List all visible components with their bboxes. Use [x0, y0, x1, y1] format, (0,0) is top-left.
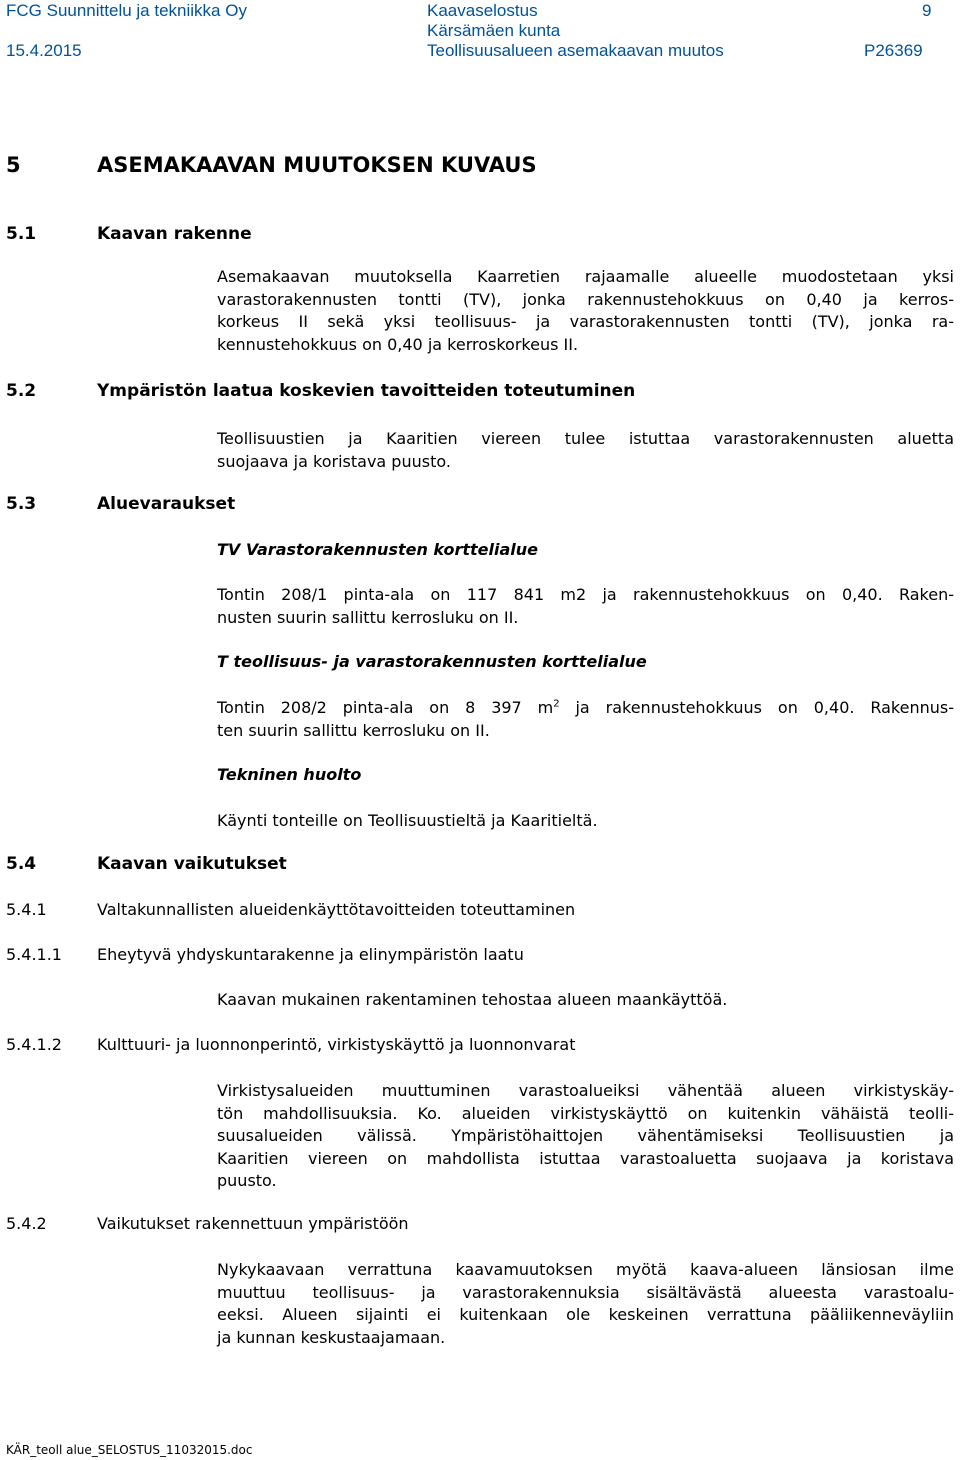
section-5-1-title: Kaavan rakenne	[97, 224, 252, 244]
text-line	[217, 697, 954, 720]
t-block-paragraph	[217, 697, 954, 742]
tv-block-title: TV Varastorakennusten korttelialue	[217, 540, 539, 559]
text-span: ja rakennustehokkuus on 0,40. Rakennus-	[559, 698, 954, 717]
section-5-4-1-1-text: Kaavan mukainen rakentaminen tehostaa alueen maankäyttöä.	[217, 990, 728, 1009]
text-line: Kaaritien viereen on mahdollista istuttaa varastoaluetta suojaava ja koristava	[217, 1148, 954, 1168]
text-line: kennustehokkuus on 0,40 ja kerroskorkeus II.	[217, 334, 579, 354]
section-5-2-title: Ympäristön laatua koskevien tavoitteiden toteutuminen	[97, 381, 636, 401]
superscript: 2	[553, 698, 560, 710]
footer-filename: KÄR_teoll alue_SELOSTUS_11032015.doc	[6, 1443, 253, 1457]
section-5-1-number: 5.1	[6, 224, 37, 244]
section-5-4-1-1-number: 5.4.1.1	[6, 945, 62, 964]
text-line: Teollisuustien ja Kaaritien viereen tulee istuttaa varastorakennusten aluetta	[217, 429, 954, 448]
page-number: 9	[922, 1, 932, 20]
section-5-title: ASEMAKAAVAN MUUTOKSEN KUVAUS	[97, 153, 537, 177]
text-line: Nykykaavaan verrattuna kaavamuutoksen myötä kaava-alueen länsiosan ilme	[217, 1260, 954, 1279]
text-span: Tontin 208/2 pinta-ala on 8 397 m	[217, 698, 554, 717]
section-5-4-1-2-paragraph	[217, 1080, 954, 1193]
section-5-2-paragraph	[217, 428, 954, 473]
text-line: ten suurin sallittu kerrosluku on II.	[217, 720, 490, 740]
text-line: eeksi. Alueen sijainti ei kuitenkaan ole keskeinen verrattuna pääliikenneväyliin	[217, 1305, 954, 1324]
text-line: puusto.	[217, 1171, 277, 1190]
header-company: FCG Suunnittelu ja tekniikka Oy	[6, 1, 247, 20]
section-5-2-number: 5.2	[6, 381, 37, 401]
section-5-4-title: Kaavan vaikutukset	[97, 854, 287, 874]
t-block-title: T teollisuus- ja varastorakennusten korttelialue	[217, 652, 647, 671]
section-5-3-number: 5.3	[6, 494, 37, 514]
section-5-3-title: Aluevaraukset	[97, 494, 236, 514]
section-5-4-1-1-title: Eheytyvä yhdyskuntarakenne ja elinympäristön laatu	[97, 945, 524, 964]
section-5-4-2-paragraph	[217, 1259, 954, 1349]
text-line: korkeus II sekä yksi teollisuus- ja varastorakennusten tontti (TV), jonka ra-	[217, 312, 954, 331]
text-line: ja kunnan keskustaajamaan.	[217, 1327, 446, 1347]
section-5-4-1-2-title: Kulttuuri- ja luonnonperintö, virkistyskäyttö ja luonnonvarat	[97, 1035, 576, 1054]
header-project-code: P26369	[864, 41, 923, 60]
text-line: suusalueiden välissä. Ympäristöhaittojen vähentämiseksi Teollisuustien ja	[217, 1126, 954, 1145]
technical-maintenance-title: Tekninen huolto	[217, 765, 362, 784]
section-5-4-1-number: 5.4.1	[6, 900, 47, 919]
text-line: Asemakaavan muutoksella Kaarretien rajaamalle alueelle muodostetaan yksi	[217, 267, 954, 286]
section-5-1-paragraph	[217, 266, 954, 356]
header-plan-name: Teollisuusalueen asemakaavan muutos	[427, 41, 724, 60]
section-5-4-1-2-number: 5.4.1.2	[6, 1035, 62, 1054]
text-line: varastorakennusten tontti (TV), jonka rakennustehokkuus on 0,40 ja kerros-	[217, 289, 954, 309]
header-date: 15.4.2015	[6, 41, 82, 60]
technical-maintenance-text: Käynti tonteille on Teollisuustieltä ja Kaaritieltä.	[217, 811, 598, 830]
text-line: nusten suurin sallittu kerrosluku on II.	[217, 607, 519, 627]
text-line: Virkistysalueiden muuttuminen varastoalueiksi vähentää alueen virkistyskäy-	[217, 1081, 954, 1100]
section-5-number: 5	[6, 153, 21, 177]
text-line: tön mahdollisuuksia. Ko. alueiden virkistyskäyttö on kuitenkin vähäistä teolli-	[217, 1103, 954, 1123]
section-5-4-2-number: 5.4.2	[6, 1214, 47, 1233]
section-5-4-number: 5.4	[6, 854, 37, 874]
header-doc-type: Kaavaselostus	[427, 1, 538, 20]
text-line: Tontin 208/1 pinta-ala on 117 841 m2 ja rakennustehokkuus on 0,40. Raken-	[217, 585, 954, 604]
section-5-4-2-title: Vaikutukset rakennettuun ympäristöön	[97, 1214, 409, 1233]
text-line: suojaava ja koristava puusto.	[217, 451, 451, 471]
tv-block-paragraph	[217, 584, 954, 629]
text-line: muuttuu teollisuus- ja varastorakennuksia sisältävästä alueesta varastoalu-	[217, 1282, 954, 1302]
header-municipality: Kärsämäen kunta	[427, 21, 561, 40]
section-5-4-1-title: Valtakunnallisten alueidenkäyttötavoitteiden toteuttaminen	[97, 900, 576, 919]
